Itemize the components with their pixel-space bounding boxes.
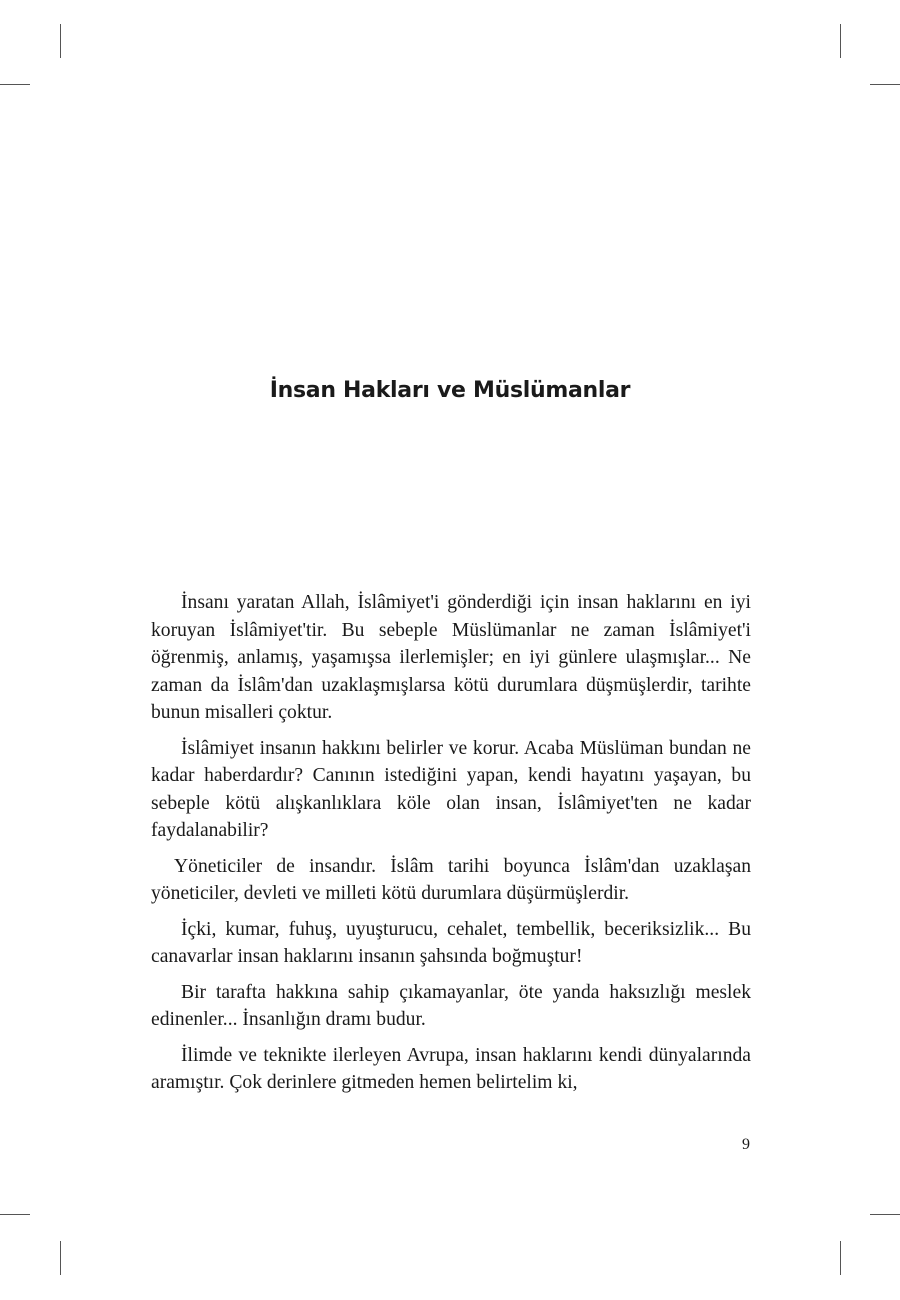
crop-mark-bottom-right-horizontal — [870, 1214, 900, 1215]
crop-mark-top-left-horizontal — [0, 84, 30, 85]
paragraph: İçki, kumar, fuhuş, uyuşturucu, cehalet, tembellik, beceriksizlik... Bu canavarlar insan haklarını insanın şahsında boğmuştur! — [151, 918, 751, 967]
paragraph: Yöneticiler de insandır. İslâm tarihi boyunca İslâm'dan uzaklaşan yöneticiler, devleti ve milleti kötü durumlara düşürmüşlerdir. — [151, 855, 751, 904]
paragraph: Bir tarafta hakkına sahip çıkamayanlar, öte yanda haksızlığı meslek edinenler... İnsanlığın dramı budur. — [151, 981, 751, 1030]
paragraph: İslâmiyet insanın hakkını belirler ve korur. Acaba Müslüman bundan ne kadar haberdardır? Canının istediğini yapan, kendi hayatını yaşayan, bu sebeple kötü alışkanlıklara köle olan insan, İslâmiyet'ten ne kadar faydalanabilir? — [151, 737, 751, 841]
crop-mark-bottom-left-horizontal — [0, 1214, 30, 1215]
crop-mark-bottom-right-vertical — [840, 1241, 841, 1275]
crop-mark-top-right-vertical — [840, 24, 841, 58]
chapter-title: İnsan Hakları ve Müslümanlar — [269, 378, 631, 403]
body-text — [151, 589, 751, 1105]
crop-mark-top-left-vertical — [60, 24, 61, 58]
crop-mark-bottom-left-vertical — [60, 1241, 61, 1275]
paragraph: İlimde ve teknikte ilerleyen Avrupa, insan haklarını kendi dünyalarında aramıştır. Çok derinlere gitmeden hemen belirtelim ki, — [151, 1044, 751, 1093]
page-number: 9 — [742, 1136, 750, 1153]
paragraph: İnsanı yaratan Allah, İslâmiyet'i gönderdiği için insan haklarını en iyi koruyan İslâmiyet'tir. Bu sebeple Müslümanlar ne zaman İslâmiyet'i öğrenmiş, anlamış, yaşamışsa ilerlemişler; en iyi günlere ulaşmışlar... Ne zaman da İslâm'dan uzaklaşmışlarsa kötü durumlara düşmüşlerdir, tarihte bunun misalleri çoktur. — [151, 592, 751, 723]
crop-mark-top-right-horizontal — [870, 84, 900, 85]
